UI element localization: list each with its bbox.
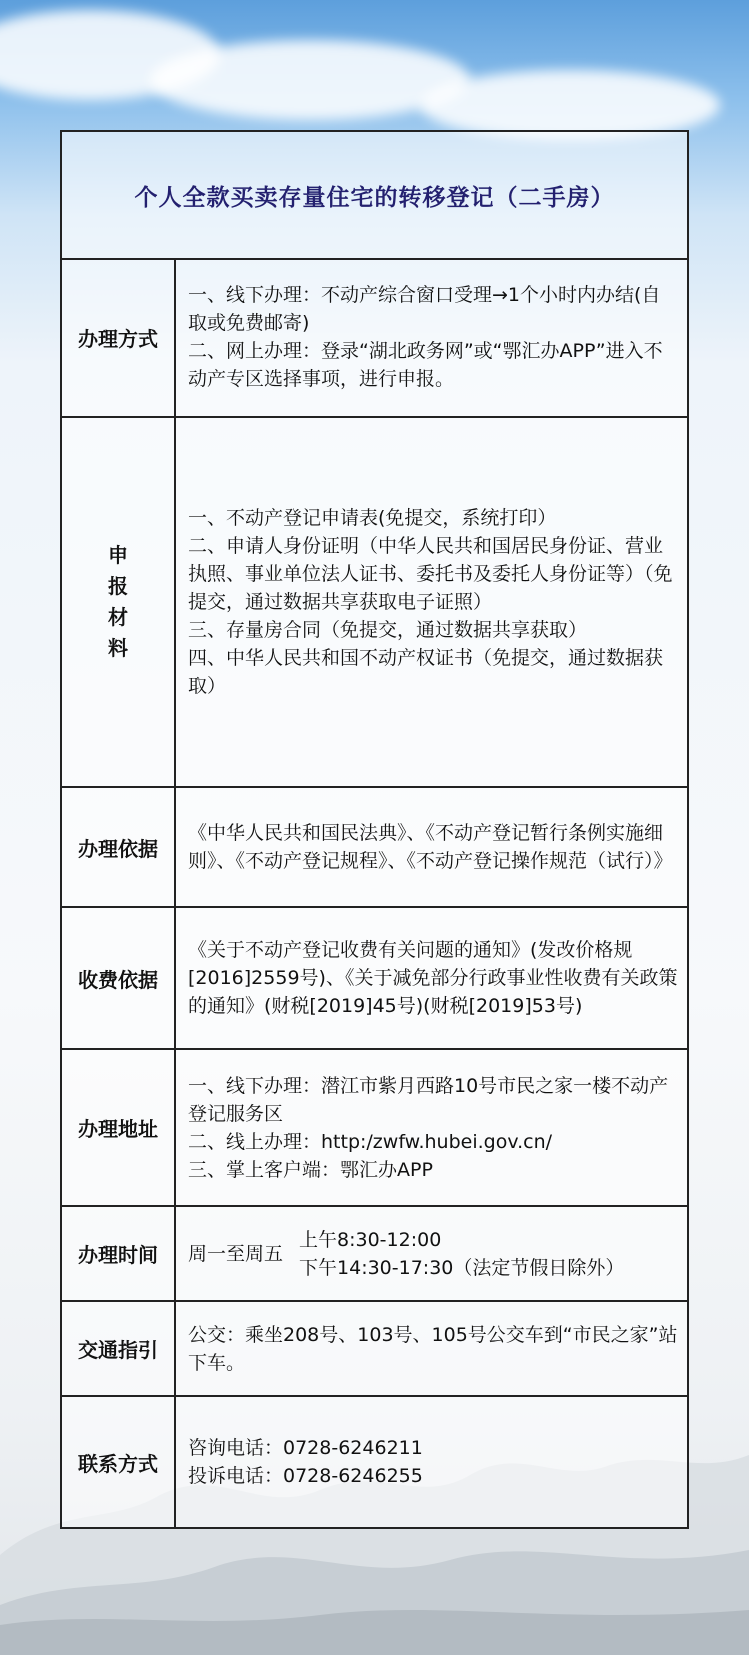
row-label: 办理方式 [62, 258, 176, 416]
row-content [176, 1397, 687, 1527]
title-row [62, 132, 687, 260]
content-line: 一、线下办理：不动产综合窗口受理→1个小时内办结(自取或免费邮寄) [188, 284, 661, 334]
work-days: 周一至周五 [188, 1242, 284, 1265]
row-address [62, 1050, 687, 1207]
row-content [176, 1207, 687, 1300]
row-materials [62, 418, 687, 788]
row-fee [62, 908, 687, 1050]
row-label [62, 418, 176, 786]
row-content [176, 908, 687, 1048]
content-line: 二、线上办理：http:/zwfw.hubei.gov.cn/ [188, 1130, 553, 1153]
content-line: 二、申请人身份证明（中华人民共和国居民身份证、营业执照、事业单位法人证书、委托书及委托人身份证等）（免提交，通过数据共享获取电子证照） [188, 535, 673, 613]
service-info-table [60, 130, 689, 1529]
row-transport [62, 1302, 687, 1397]
content-text: 《中华人民共和国民法典》、《不动产登记暂行条例实施细则》、《不动产登记规程》、《不动产登记操作规范（试行）》 [188, 822, 673, 872]
row-hours [62, 1207, 687, 1302]
row-content [176, 788, 687, 906]
label-char: 料 [108, 636, 128, 660]
row-content [176, 1302, 687, 1395]
content-text: 《关于不动产登记收费有关问题的通知》(发改价格规[2016]2559号)、《关于减免部分行政事业性收费有关政策的通知》(财税[2019]45号)(财税[2019]53号) [188, 939, 678, 1017]
row-content [176, 258, 687, 416]
page-title: 个人全款买卖存量住宅的转移登记（二手房） [134, 184, 615, 211]
row-contact [62, 1397, 687, 1527]
row-basis [62, 788, 687, 908]
row-content [176, 1050, 687, 1205]
content-line: 三、存量房合同（免提交，通过数据共享获取） [188, 619, 588, 641]
content-line: 二、网上办理：登录“湖北政务网”或“鄂汇办APP”进入不动产专区选择事项，进行申报。 [188, 340, 663, 390]
content-line: 一、线下办理：潜江市紫月西路10号市民之家一楼不动产登记服务区 [188, 1074, 669, 1125]
row-label: 交通指引 [62, 1302, 176, 1395]
label-char: 申 [108, 543, 128, 567]
afternoon-hours: 下午14:30-17:30（法定节假日除外） [299, 1256, 625, 1279]
row-label: 办理依据 [62, 788, 176, 906]
content-line: 四、中华人民共和国不动产权证书（免提交，通过数据获取） [188, 647, 664, 697]
morning-hours: 上午8:30-12:00 [299, 1228, 442, 1251]
row-label: 联系方式 [62, 1397, 176, 1527]
row-content [176, 418, 687, 786]
content-line: 一、不动产登记申请表(免提交，系统打印） [188, 507, 557, 529]
time-slots [299, 1226, 624, 1282]
row-label: 办理时间 [62, 1207, 176, 1300]
row-label: 收费依据 [62, 908, 176, 1048]
content-line: 三、掌上客户端：鄂汇办APP [188, 1158, 433, 1181]
row-method [62, 258, 687, 418]
complaint-phone: 投诉电话：0728-6246255 [188, 1465, 423, 1487]
label-char: 材 [108, 605, 128, 629]
consult-phone: 咨询电话：0728-6246211 [188, 1437, 423, 1459]
row-label: 办理地址 [62, 1050, 176, 1205]
content-text: 公交：乘坐208号、103号、105号公交车到“市民之家”站下车。 [188, 1323, 678, 1374]
label-char: 报 [108, 574, 128, 598]
